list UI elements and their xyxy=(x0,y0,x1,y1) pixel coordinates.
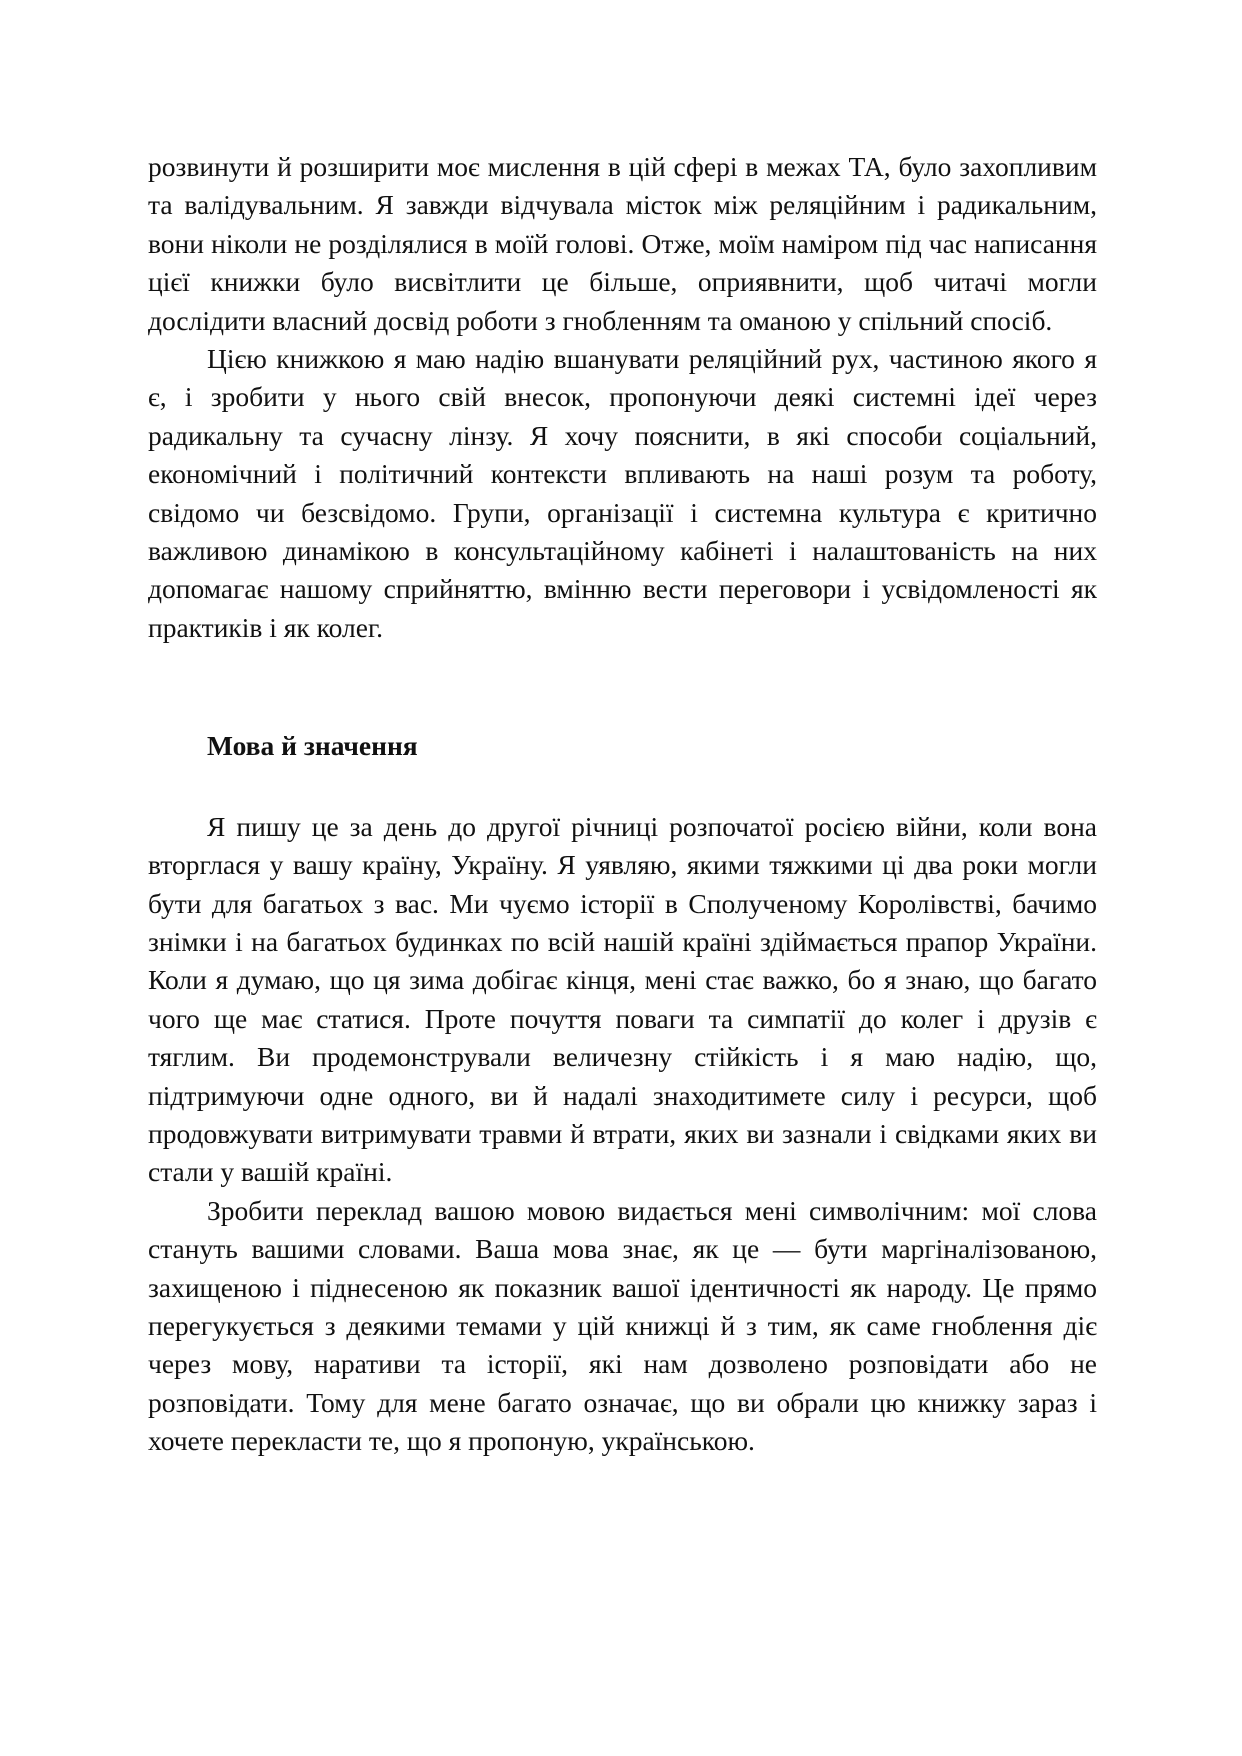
section-heading: Мова й значення xyxy=(207,730,418,762)
paragraph-war-anniversary: Я пишу це за день до другої річниці розпочатої росією війни, коли вона вторглася у вашу країну, Україну. Я уявляю, якими тяжкими ці два роки могли бути для багатьох з вас. Ми чуємо історії в Сполученому Королівстві, бачимо знімки і на багатьох будинках по всій нашій країні здіймається прапор України. Коли я думаю, що ця зима добігає кінця, мені стає важко, бо я знаю, що багато чого ще має статися. Проте почуття поваги та симпатії до колег і друзів є тяглим. Ви продемонстрували величезну стійкість і я маю надію, що, підтримуючи одне одного, ви й надалі знаходитимете силу і ресурси, щоб продовжувати витримувати травми й втрати, яких ви зазнали і свідками яких ви стали у вашій країні. xyxy=(148,810,1097,1188)
heading-spacer xyxy=(148,766,1097,808)
paragraph-translation: Зробити переклад вашою мовою видається мені символічним: мої слова стануть вашими словами. Ваша мова знає, як це — бути маргіналізованою, захищеною і піднесеною як показник вашої ідентичності як народу. Це прямо перегукується з деякими темами у цій книжці й з тим, як саме гноблення діє через мову, наративи та історії, які нам дозволено розповідати або не розповідати. Тому для мене багато означає, що ви обрали цю книжку зараз і хочете перекласти те, що я пропоную, українською. xyxy=(148,1194,1097,1457)
paragraph-continuation: розвинути й розширити моє мислення в цій сфері в межах ТА, було захопливим та валідувальним. Я завжди відчувала місток між реляційним і радикальним, вони ніколи не розділялися в моїй голові. Отже, моїм наміром під час написання цієї книжки було висвітлити це більше, оприявнити, щоб читачі могли дослідити власний досвід роботи з гнобленням та оманою у спільний спосіб. xyxy=(148,151,1097,336)
document-page xyxy=(148,148,1097,1461)
paragraph-relational-movement: Цією книжкою я маю надію вшанувати реляційний рух, частиною якого я є, і зробити у нього свій внесок, пропонуючи деякі системні ідеї через радикальну та сучасну лінзу. Я хочу пояснити, в які способи соціальний, економічний і політичний контексти впливають на наші розум та роботу, свідомо чи безсвідомо. Групи, організації і системна культура є критично важливою динамікою в консультаційному кабінеті і налаштованість на них допомагає нашому сприйняттю, вмінню вести переговори і усвідомленості як практиків і як колег. xyxy=(148,343,1097,643)
section-spacer xyxy=(148,647,1097,727)
